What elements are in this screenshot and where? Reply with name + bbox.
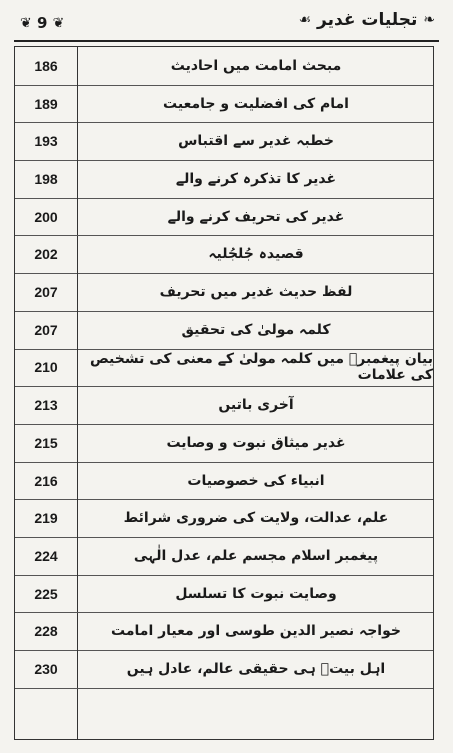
page-number-cell: 207: [15, 273, 78, 311]
table-row: [15, 537, 433, 576]
entry-title-cell: خطبہ غدیر سے اقتباس: [178, 133, 334, 150]
page-number-cell: 198: [15, 160, 78, 198]
table-row: [15, 462, 433, 501]
page-header: [14, 4, 439, 40]
entry-title-cell: غدیر میثاق نبوت و وصایت: [166, 434, 346, 451]
entry-title-cell: غدیر کی تحریف کرنے والے: [167, 208, 345, 225]
page-number-cell: 193: [15, 122, 78, 160]
table-row: [15, 311, 433, 350]
page-number-cell: 207: [15, 311, 78, 349]
entry-title-cell: کلمہ مولیٰ کی تحقیق: [181, 321, 331, 338]
page-number-value: 9: [36, 14, 48, 32]
table-row: [15, 47, 433, 86]
page-number-cell: 210: [15, 349, 78, 387]
page-number-cell: 224: [15, 537, 78, 575]
table-of-contents: [14, 46, 434, 740]
entry-title-cell: مبحث امامت میں احادیث: [170, 57, 342, 74]
entry-title-cell: اہل بیتؑ ہی حقیقی عالم، عادل ہیں: [126, 661, 386, 678]
running-title-text: تجلیات غدیر: [317, 10, 418, 30]
entry-title-cell: قصیدہ جُلجُلیہ: [208, 246, 304, 263]
table-row: [15, 273, 433, 312]
entry-title-cell: خواجہ نصیر الدین طوسی اور معیار امامت: [111, 623, 401, 640]
table-row: [15, 613, 433, 652]
table-row: [15, 160, 433, 199]
ornament-icon: ❦: [52, 15, 65, 32]
entry-title-cell: انبیاء کی خصوصیات: [187, 472, 325, 489]
table-row: [15, 349, 433, 388]
page-number-cell: 216: [15, 462, 78, 500]
page-number-cell: 225: [15, 575, 78, 613]
header-rule: [14, 40, 439, 42]
ornament-icon: ☙: [298, 12, 312, 28]
entry-title-cell: علم، عدالت، ولایت کی ضروری شرائط: [123, 510, 389, 527]
entry-title-cell: امام کی افضلیت و جامعیت: [163, 95, 349, 112]
entry-title-cell: غدیر کا تذکرہ کرنے والے: [175, 170, 337, 187]
entry-title-cell: لفظ حدیث غدیر میں تحریف: [159, 284, 353, 301]
page-number-cell: 213: [15, 386, 78, 424]
table-row: [15, 236, 433, 275]
page-number-cell: 230: [15, 650, 78, 688]
table-row: [15, 386, 433, 425]
table-row: [15, 575, 433, 614]
entry-title-cell: بیان پیغمبرؐ میں کلمہ مولیٰ کے معنی کی تشخیص کی علامات: [89, 351, 433, 384]
ornament-icon: ❦: [20, 15, 32, 32]
page-number-cell: 202: [15, 236, 78, 274]
table-row: [15, 650, 433, 689]
ornament-icon: ❧: [423, 12, 435, 28]
table-row: [15, 424, 433, 463]
entry-title-cell: آخری باتیں: [218, 397, 294, 414]
page-number-cell: 228: [15, 613, 78, 651]
table-row: [15, 198, 433, 237]
page-number-cell: 186: [15, 47, 78, 85]
entry-title-cell: وصایت نبوت کا تسلسل: [175, 585, 337, 602]
table-row: [15, 499, 433, 538]
page-number-cell: 200: [15, 198, 78, 236]
page-number-cell: 189: [15, 85, 78, 123]
running-title: [299, 10, 435, 30]
entry-title-cell: پیغمبر اسلام مجسم علم، عدل الٰہی: [133, 547, 379, 564]
page-number: [20, 14, 64, 32]
page-number-cell: 219: [15, 499, 78, 537]
table-row: [15, 85, 433, 124]
page-number-cell: 215: [15, 424, 78, 462]
table-row: [15, 122, 433, 161]
